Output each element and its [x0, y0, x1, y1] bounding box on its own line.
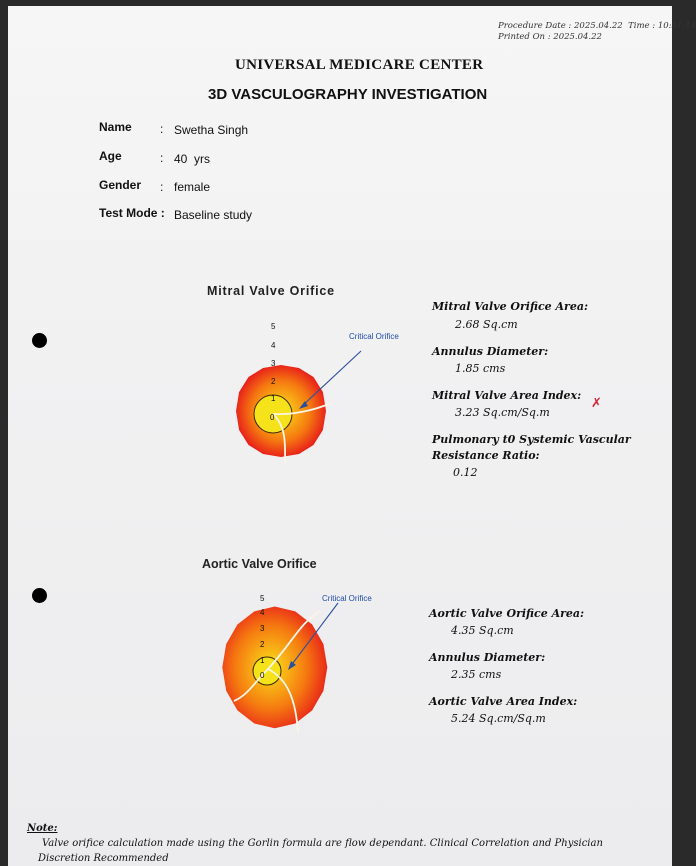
name-label: Name — [99, 120, 132, 134]
test-mode-label: Test Mode : — [99, 206, 165, 220]
aortic-area-value: 4.35 Sq.cm — [451, 624, 514, 637]
mitral-annulus-value: 1.85 cms — [455, 362, 506, 375]
aortic-scale-3: 3 — [260, 624, 265, 633]
mitral-scale-0: 0 — [270, 413, 275, 422]
mitral-scale-5: 5 — [271, 322, 276, 331]
report-title: 3D VASCULOGRAPHY INVESTIGATION — [208, 86, 488, 103]
resistance-ratio-label-1: Pulmonary t0 Systemic Vascular — [432, 433, 631, 446]
resistance-ratio-value: 0.12 — [453, 466, 478, 479]
age-label: Age — [99, 149, 122, 163]
procedure-time: 10:31:14 — [657, 21, 696, 31]
aortic-index-label: Aortic Valve Area Index: — [429, 695, 578, 708]
mitral-area-label: Mitral Valve Orifice Area: — [432, 300, 589, 313]
mitral-scale-4: 4 — [271, 341, 276, 350]
mitral-scale-3: 3 — [271, 359, 276, 368]
time-label: Time : — [628, 21, 656, 31]
aortic-scale-0: 0 — [260, 671, 265, 680]
aortic-annulus-label: Annulus Diameter: — [429, 651, 546, 664]
resistance-ratio-label-2: Resistance Ratio: — [432, 449, 540, 462]
printed-on-label: Printed On : — [498, 32, 551, 42]
aortic-annulus-value: 2.35 cms — [451, 668, 502, 681]
punch-hole-top — [32, 333, 47, 348]
report-page — [8, 6, 696, 866]
aortic-orifice-diagram — [188, 583, 378, 743]
note-title: Note: — [27, 823, 58, 834]
mitral-scale-2: 2 — [271, 377, 276, 386]
patient-gender: female — [174, 180, 211, 194]
age-unit: yrs — [194, 152, 211, 166]
mitral-scale-1: 1 — [271, 394, 276, 403]
aortic-index-value: 5.24 Sq.cm/Sq.m — [451, 712, 546, 725]
mitral-index-label: Mitral Valve Area Index: — [432, 389, 582, 402]
aortic-scale-2: 2 — [260, 640, 265, 649]
gender-label: Gender — [99, 178, 142, 192]
age-value: 40 — [174, 152, 188, 166]
printed-on-date: 2025.04.22 — [553, 32, 602, 42]
mitral-orifice-diagram — [213, 311, 399, 471]
mitral-section-title: Mitral Valve Orifice — [207, 284, 335, 298]
mitral-area-value: 2.68 Sq.cm — [455, 318, 518, 331]
gender-colon: : — [160, 180, 164, 194]
aortic-critical-label: Critical Orifice — [322, 594, 372, 603]
procedure-date-label: Procedure Date : — [498, 21, 572, 31]
patient-name: Swetha Singh — [174, 123, 249, 137]
test-mode: Baseline study — [174, 208, 253, 222]
punch-hole-bottom — [32, 588, 47, 603]
handwritten-mark: ✗ — [591, 395, 602, 410]
aortic-section-title: Aortic Valve Orifice — [202, 557, 317, 571]
age-colon: : — [160, 151, 164, 165]
mitral-index-value: 3.23 Sq.cm/Sq.m — [455, 406, 550, 419]
aortic-scale-4: 4 — [260, 608, 265, 617]
procedure-date-row — [498, 21, 696, 31]
center-name: UNIVERSAL MEDICARE CENTER — [235, 57, 484, 73]
mitral-critical-label: Critical Orifice — [349, 332, 399, 341]
aortic-scale-1: 1 — [260, 656, 265, 665]
mitral-annulus-label: Annulus Diameter: — [432, 345, 549, 358]
note-line-1: Valve orifice calculation made using the Gorlin formula are flow dependant. Clinical Correlation and Physician — [42, 838, 603, 849]
aortic-scale-5: 5 — [260, 594, 265, 603]
procedure-date: 2025.04.22 — [574, 21, 623, 31]
note-line-2: Discretion Recommended — [38, 853, 169, 864]
patient-age — [174, 152, 210, 166]
aortic-area-label: Aortic Valve Orifice Area: — [429, 607, 585, 620]
name-colon: : — [160, 122, 164, 136]
printed-on-row — [498, 32, 602, 42]
